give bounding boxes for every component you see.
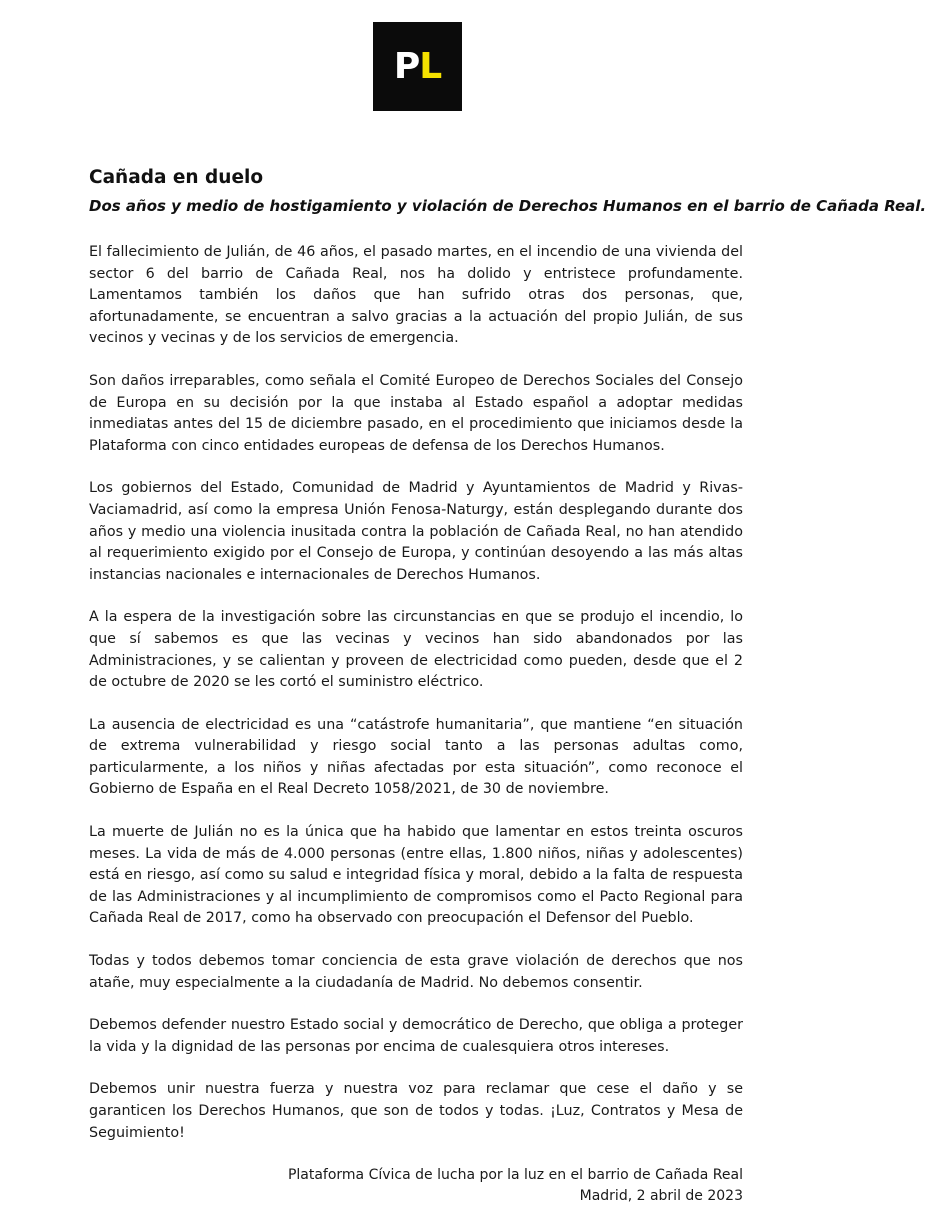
document-body <box>89 166 926 1207</box>
paragraph-2: Son daños irreparables, como señala el Comité Europeo de Derechos Sociales del Consejo de Europa en su decisión por la que instaba al Estado español a adoptar medidas inmediatas antes del 15 de diciembre pasado, en el procedimiento que iniciamos desde la Plataforma con cinco entidades europeas de defensa de los Derechos Humanos. <box>89 372 743 454</box>
logo-letter-p: P <box>393 45 420 87</box>
signature-organization: Plataforma Cívica de lucha por la luz en el barrio de Cañada Real <box>287 1167 743 1184</box>
paragraph-7: Todas y todos debemos tomar conciencia de esta grave violación de derechos que nos atañe, muy especialmente a la ciudadanía de Madrid. No debemos consentir. <box>89 953 743 991</box>
logo-text <box>393 45 442 87</box>
pl-logo <box>373 22 462 111</box>
document-subtitle: Dos años y medio de hostigamiento y violación de Derechos Humanos en el barrio de Cañada Real. <box>89 197 926 215</box>
paragraph-6: La muerte de Julián no es la única que ha habido que lamentar en estos treinta oscuros meses. La vida de más de 4.000 personas (entre ellas, 1.800 niños, niñas y adolescentes) está en riesgo, así como su salud e integridad física y moral, debido a la falta de respuesta de las Administraciones y al incumplimiento de compromisos como el Pacto Regional para Cañada Real de 2017, como ha observado con preocupación el Defensor del Pueblo. <box>89 824 743 927</box>
logo-letter-l: L <box>419 45 442 87</box>
signature-block <box>89 1165 743 1207</box>
paragraph-1: El fallecimiento de Julián, de 46 años, el pasado martes, en el incendio de una vivienda del sector 6 del barrio de Cañada Real, nos ha dolido y entristece profundamente. Lamentamos también los daños que han sufrido otras dos personas, que, afortunadamente, se encuentran a salvo gracias a la actuación del propio Julián, de sus vecinos y vecinas y de los servicios de emergencia. <box>89 244 743 347</box>
paragraph-4: A la espera de la investigación sobre las circunstancias en que se produjo el incendio, lo que sí sabemos es que las vecinas y vecinos han sido abandonados por las Administraciones, y se calientan y proveen de electricidad como pueden, desde que el 2 de octubre de 2020 se les cortó el suministro eléctrico. <box>89 609 743 691</box>
paragraph-9: Debemos unir nuestra fuerza y nuestra voz para reclamar que cese el daño y se garanticen los Derechos Humanos, que son de todos y todas. ¡Luz, Contratos y Mesa de Seguimiento! <box>89 1081 743 1141</box>
signature-place-date: Madrid, 2 abril de 2023 <box>579 1188 743 1205</box>
paragraph-3: Los gobiernos del Estado, Comunidad de Madrid y Ayuntamientos de Madrid y Rivas-Vaciamadrid, así como la empresa Unión Fenosa-Naturgy, están desplegando durante dos años y medio una violencia inusitada contra la población de Cañada Real, no han atendido al requerimiento exigido por el Consejo de Europa, y continúan desoyendo a las más altas instancias nacionales e internacionales de Derechos Humanos. <box>89 480 743 583</box>
paragraph-8: Debemos defender nuestro Estado social y democrático de Derecho, que obliga a proteger la vida y la dignidad de las personas por encima de cualesquiera otros intereses. <box>89 1017 743 1055</box>
document-title: Cañada en duelo <box>89 167 264 188</box>
paragraph-5: La ausencia de electricidad es una “catástrofe humanitaria”, que mantiene “en situación de extrema vulnerabilidad y riesgo social tanto a las personas adultas como, particularmente, a los niños y niñas afectadas por esta situación”, como reconoce el Gobierno de España en el Real Decreto 1058/2021, de 30 de noviembre. <box>89 716 743 798</box>
